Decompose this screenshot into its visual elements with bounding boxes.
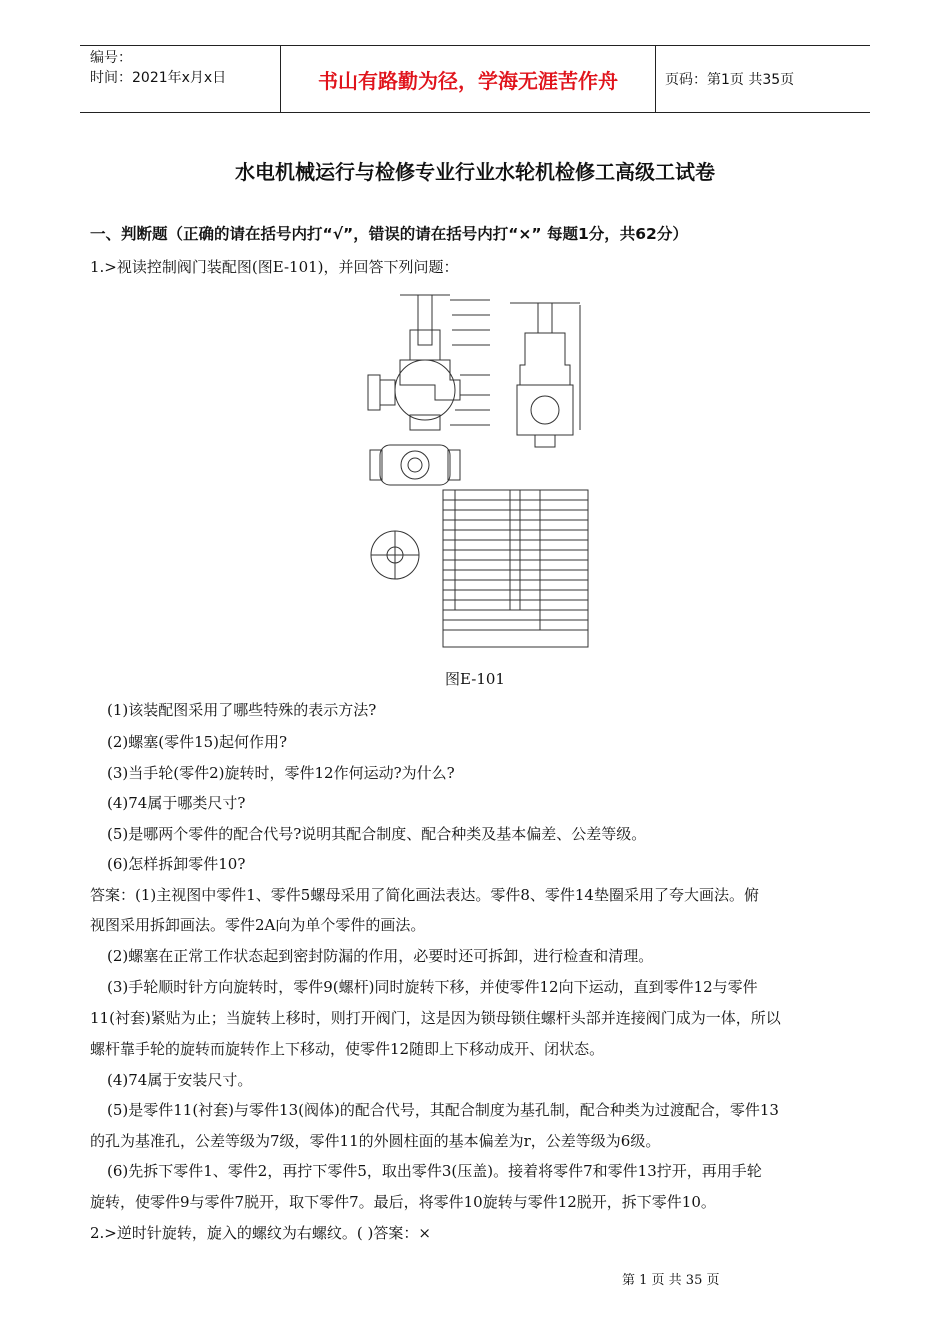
header-time-label: 时间：2021年x月x日 [90, 70, 227, 86]
figure-caption: 图E-101 [445, 670, 505, 688]
answer-line: 答案：(1)主视图中零件1、零件5螺母采用了简化画法表达。零件8、零件14垫圈采用了夸大画法。俯 [90, 886, 759, 904]
answer-line: 11(衬套)紧贴为止；当旋转上移时，则打开阀门，这是因为锁母锁住螺杆头部并连接阀门成为一体，所以 [90, 1009, 781, 1027]
answer-line: (2)螺塞在正常工作状态起到密封防漏的作用，必要时还可拆卸，进行检查和清理。 [107, 947, 654, 965]
sub-question: (1)该装配图采用了哪些特殊的表示方法? [107, 701, 377, 719]
question-1-stem: 1.>视读控制阀门装配图(图E-101)，并回答下列问题： [90, 258, 459, 276]
page-footer: 第 1 页 共 35 页 [622, 1273, 720, 1288]
answer-line: (3)手轮顺时针方向旋转时，零件9(螺杆)同时旋转下移，并使零件12向下运动，直到零件12与零件 [107, 978, 758, 996]
answer-line: 螺杆靠手轮的旋转而旋转作上下移动，使零件12随即上下移动成开、闭状态。 [90, 1040, 605, 1058]
header-meta [90, 48, 280, 88]
question-2: 2.>逆时针旋转，旋入的螺纹为右螺纹。( )答案：× [90, 1224, 431, 1242]
answer-line: (4)74属于安装尺寸。 [107, 1071, 253, 1089]
page-header [80, 45, 870, 113]
header-motto: 书山有路勤为径，学海无涯苦作舟 [318, 68, 618, 93]
header-page-info: 页码：第1页 共35页 [665, 72, 795, 88]
sub-question: (6)怎样拆卸零件10? [107, 855, 246, 873]
answer-line: 视图采用拆卸画法。零件2A向为单个零件的画法。 [90, 916, 426, 934]
section-heading: 一、判断题（正确的请在括号内打“√”，错误的请在括号内打“×” 每题1分，共62分） [90, 225, 688, 243]
sub-question: (4)74属于哪类尺寸? [107, 794, 246, 812]
answer-line: 旋转，使零件9与零件7脱开，取下零件7。最后，将零件10旋转与零件12脱开，拆下零件10。 [90, 1193, 716, 1211]
header-id-label: 编号： [90, 50, 132, 66]
sub-question: (5)是哪两个零件的配合代号?说明其配合制度、配合种类及基本偏差、公差等级。 [107, 825, 647, 843]
header-divider [655, 46, 656, 112]
sub-question: (3)当手轮(零件2)旋转时，零件12作何运动?为什么? [107, 764, 455, 782]
valve-assembly-drawing [340, 285, 610, 655]
answer-line: (6)先拆下零件1、零件2，再拧下零件5，取出零件3(压盖)。接着将零件7和零件13拧开，再用手轮 [107, 1162, 762, 1180]
sub-question: (2)螺塞(零件15)起何作用? [107, 733, 288, 751]
answer-line: (5)是零件11(衬套)与零件13(阀体)的配合代号，其配合制度为基孔制，配合种类为过渡配合，零件13 [107, 1101, 779, 1119]
document-title: 水电机械运行与检修专业行业水轮机检修工高级工试卷 [235, 160, 715, 184]
answer-line: 的孔为基准孔，公差等级为7级，零件11的外圆柱面的基本偏差为r，公差等级为6级。 [90, 1132, 661, 1150]
